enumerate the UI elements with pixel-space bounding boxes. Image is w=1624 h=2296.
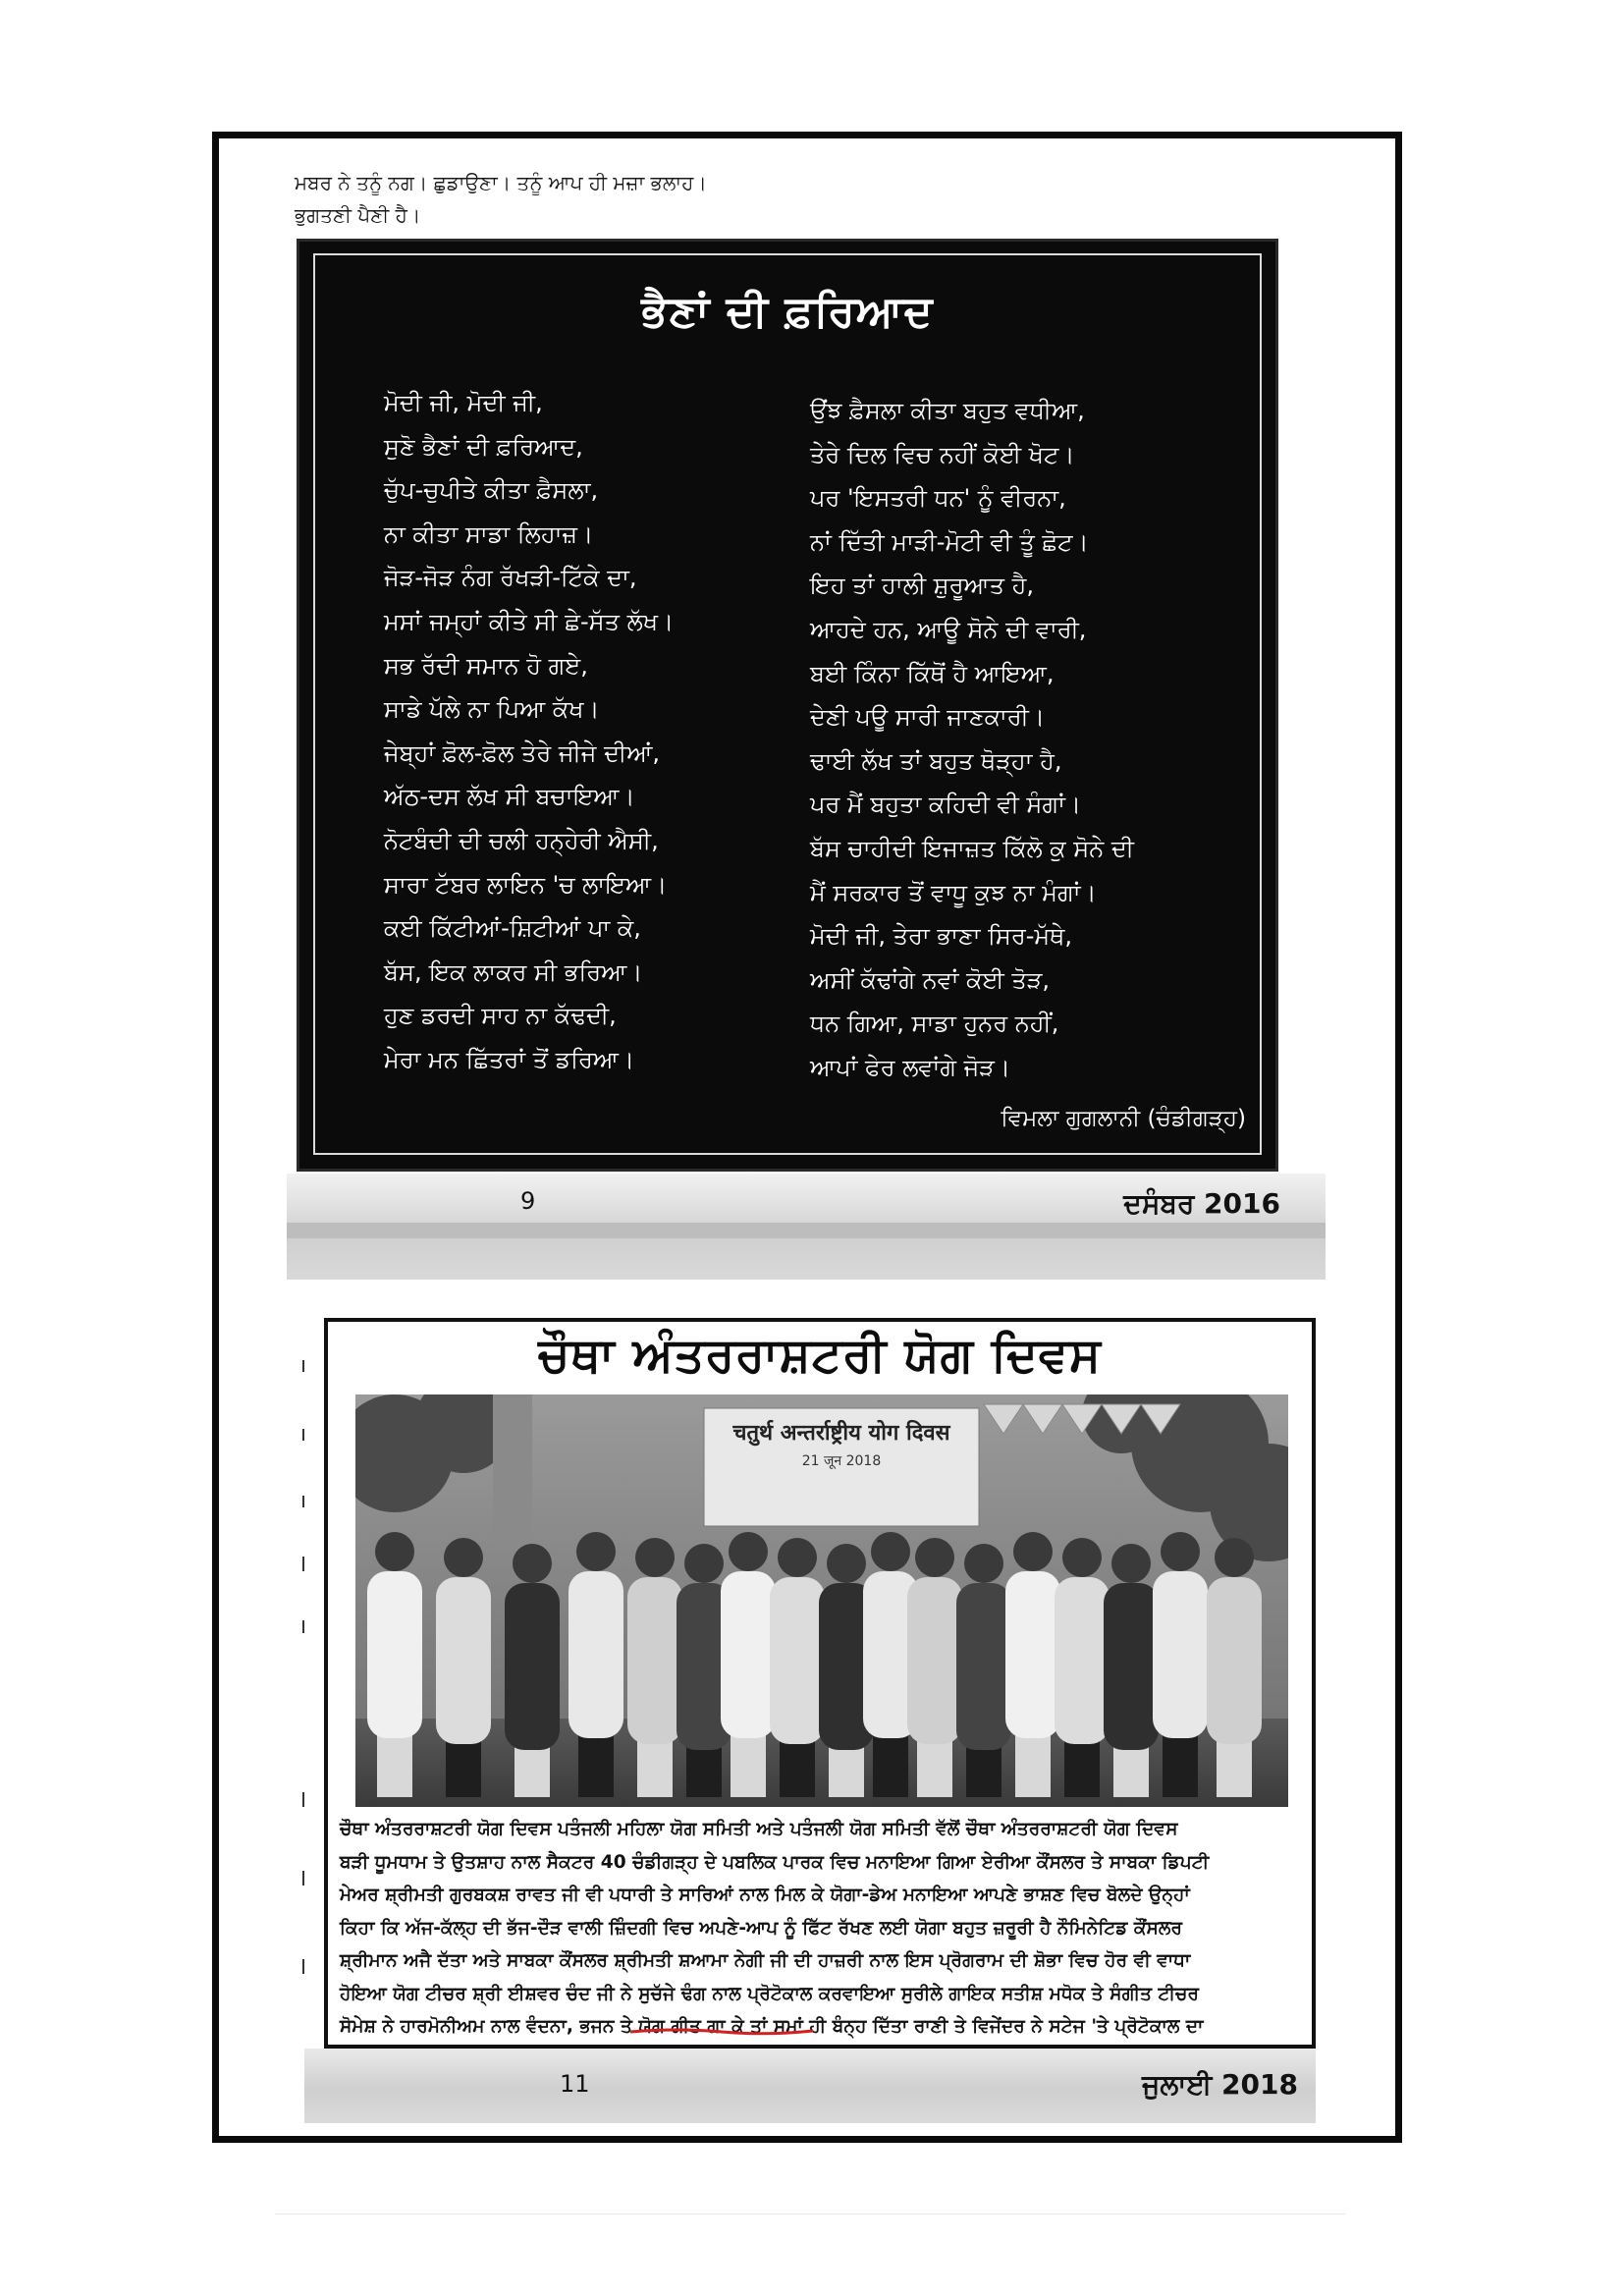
poem-left-column (384, 381, 796, 1082)
event-group-photo (355, 1394, 1288, 1807)
person-figure (907, 1577, 962, 1744)
clipping-title: ਚੌਥਾ ਅੰਤਰਰਾਸ਼ਟਰੀ ਯੋਗ ਦਿਵਸ (538, 1328, 1102, 1383)
poem-line: ਬੱਸ, ਇਕ ਲਾਕਰ ਸੀ ਭਰਿਆ। (384, 957, 643, 986)
person-head (871, 1532, 910, 1571)
person-figure (956, 1583, 1011, 1750)
person-legs (873, 1728, 908, 1797)
person-figure (1055, 1577, 1110, 1744)
person-head (964, 1544, 1003, 1583)
person-head (1111, 1544, 1151, 1583)
article-line: ਹੋਇਆ ਯੋਗ ਟੀਚਰ ਸ਼੍ਰੀ ਈਸ਼ਵਰ ਚੰਦ ਜੀ ਨੇ ਸੁਚੱਜੇ ਢੰਗ ਨਾਲ ਪ੍ਰੋਟੋਕਾਲ ਕਰਵਾਇਆ ਸੁਰੀਲੇ ਗਾਇਕ ਸਤੀਸ਼ ਮਧੋਕ ਤੇ ਸੰਗੀਤ ਟੀਚਰ (340, 1983, 1200, 2004)
banner-title: चतुर्थ अन्तर्राष्ट्रीय योग दिवस (732, 1421, 950, 1446)
poem-line: ਸੁਣੋ ਭੈਣਾਂ ਦੀ ਫ਼ਰਿਆਦ, (384, 432, 583, 461)
person-head (684, 1544, 724, 1583)
poem-line: ਕਈ ਕਿੱਟੀਆਂ-ਸ਼ਿਟੀਆਂ ਪਾ ਕੇ, (384, 914, 641, 943)
poem-line: ਇਹ ਤਾਂ ਹਾਲੀ ਸ਼ੁਰੂਆਤ ਹੈ, (810, 572, 1035, 600)
person-figure (1207, 1577, 1262, 1744)
poem-author: ਵਿਮਲਾ ਗੁਗਲਾਨੀ (ਚੰਡੀਗੜ੍ਹ) (1001, 1106, 1246, 1131)
poem-line: ਸਾਡੇ ਪੱਲੇ ਨਾ ਪਿਆ ਕੱਖ। (384, 695, 600, 724)
intro-line: ਮਬਰ ਨੇ ਤਨੂੰ ਨਗ। ਛੁਡਾਉਣਾ। ਤਨੂੰ ਆਪ ਹੀ ਮਜ਼ਾ ਭਲਾਹ। (295, 171, 707, 194)
poem-line: ਜੇਬ੍ਹਾਂ ਫ਼ੋਲ-ਫ਼ੋਲ ਤੇਰੇ ਜੀਜੇ ਦੀਆਂ, (384, 738, 661, 767)
article-line: ਸੋਮੇਸ਼ ਨੇ ਹਾਰਮੋਨੀਅਮ ਨਾਲ ਵੰਦਨਾ, ਭਜਨ ਤੇ ਯੋਗ ਗੀਤ ਗਾ ਕੇ ਤਾਂ ਸਮਾਂ ਹੀ ਬੰਨ੍ਹ ਦਿੱਤਾ ਰਾਣੀ ਤੇ ਵਿਜੇਂਦਰ ਨੇ ਸਟੇਜ 'ਤੇ ਪ੍ਰੋਟੋਕਾਲ ਦਾ (340, 2016, 1204, 2037)
person-head (1215, 1538, 1254, 1577)
intro-text (295, 167, 884, 232)
person-head (1161, 1532, 1200, 1571)
poem-line: ਪਰ 'ਇਸਤਰੀ ਧਨ' ਨੂੰ ਵੀਰਨਾ, (810, 484, 1066, 513)
person-figure (1005, 1571, 1060, 1738)
person-legs (578, 1728, 614, 1797)
poem-line: ਸਾਰਾ ਟੱਬਰ ਲਾਇਨ 'ਚ ਲਾਇਆ। (384, 870, 668, 899)
poem-line: ਮਸਾਂ ਜਮ੍ਹਾਂ ਕੀਤੇ ਸੀ ਛੇ-ਸੱਤ ਲੱਖ। (384, 607, 675, 635)
person-figure (367, 1571, 422, 1738)
poem-line: ਸਭ ਰੱਦੀ ਸਮਾਨ ਹੋ ਗਏ, (384, 651, 588, 680)
poem-line: ਨਾ ਕੀਤਾ ਸਾਡਾ ਲਿਹਾਜ਼। (384, 519, 594, 548)
poem-line: ਆਹਦੇ ਹਨ, ਆਊ ਸੋਨੇ ਦੀ ਵਾਰੀ, (810, 615, 1087, 643)
poem-line: ਅੱਠ-ਦਸ ਲੱਖ ਸੀ ਬਚਾਇਆ। (384, 783, 635, 811)
poem-line: ਬੱਸ ਚਾਹੀਦੀ ਇਜਾਜ਼ਤ ਕਿੱਲੋ ਕੁ ਸੋਨੇ ਦੀ (810, 834, 1135, 862)
issue-date: ਦਸੰਬਰ 2016 (1123, 1187, 1280, 1220)
scan-margin-marks (299, 1321, 309, 2028)
person-head (1013, 1532, 1053, 1571)
poem-line: ਢਾਈ ਲੱਖ ਤਾਂ ਬਹੁਤ ਥੋੜ੍ਹਾ ਹੈ, (810, 746, 1062, 775)
person-legs (1015, 1728, 1051, 1797)
page-number: 9 (520, 1187, 536, 1215)
footer-stripe (287, 1223, 1326, 1238)
poem-line: ਬਈ ਕਿੰਨਾ ਕਿੱਥੋਂ ਹੈ ਆਇਆ, (810, 659, 1055, 687)
person-head (444, 1538, 483, 1577)
article-line: ਚੌਥਾ ਅੰਤਰਰਾਸ਼ਟਰੀ ਯੋਗ ਦਿਵਸ ਪਤੰਜਲੀ ਮਹਿਲਾ ਯੋਗ ਸਮਿਤੀ ਅਤੇ ਪਤੰਜਲੀ ਯੋਗ ਸਮਿਤੀ ਵੱਲੋਂ ਚੌਥਾ ਅੰਤਰਰਾਸ਼ਟਰੀ ਯੋਗ ਦਿਵਸ (340, 1819, 1178, 1839)
poem-line: ਅਸੀਂ ਕੱਢਾਂਗੇ ਨਵਾਂ ਕੋਈ ਤੋੜ, (810, 965, 1051, 994)
article-line: ਕਿਹਾ ਕਿ ਅੱਜ-ਕੱਲ੍ਹ ਦੀ ਭੱਜ-ਦੌੜ ਵਾਲੀ ਜ਼ਿੰਦਗੀ ਵਿਚ ਅਪਣੇ-ਆਪ ਨੂੰ ਫਿੱਟ ਰੱਖਣ ਲਈ ਯੋਗਾ ਬਹੁਤ ਜ਼ਰੂਰੀ ਹੈ ਨੌਮਿਨੇਟਿਡ ਕੌਂਸਲਰ (340, 1917, 1183, 1939)
person-head (729, 1532, 768, 1571)
poem-line: ਆਪਾਂ ਫੇਰ ਲਵਾਂਗੇ ਜੋੜ। (810, 1053, 1011, 1081)
person-head (375, 1532, 414, 1571)
person-figure (505, 1583, 560, 1750)
person-head (915, 1538, 954, 1577)
banner-date: 21 जून 2018 (801, 1453, 882, 1469)
intro-line: ਭੁਗਤਣੀ ਪੈਣੀ ਹੈ। (295, 203, 421, 227)
person-figure (721, 1571, 776, 1738)
news-clipping (324, 1318, 1316, 2049)
page-number: 11 (560, 2070, 590, 2098)
poem-panel (297, 239, 1278, 1172)
person-figure (1153, 1571, 1208, 1738)
poem-line: ਨਾਂ ਦਿੱਤੀ ਮਾੜੀ-ਮੋਟੀ ਵੀ ਤੂੰ ਛੋਟ। (810, 527, 1089, 556)
poem-line: ਦੇਣੀ ਪਊ ਸਾਰੀ ਜਾਣਕਾਰੀ। (810, 703, 1046, 732)
person-figure (627, 1577, 682, 1744)
person-head (513, 1544, 552, 1583)
poem-line: ਮੋਦੀ ਜੀ, ਤੇਰਾ ਭਾਣਾ ਸਿਰ-ਮੱਥੇ, (810, 922, 1073, 951)
poem-line: ਮੈਂ ਸਰਕਾਰ ਤੋਂ ਵਾਧੂ ਕੁਝ ਨਾ ਮੰਗਾਂ। (810, 878, 1097, 906)
person-figure (436, 1577, 491, 1744)
page1-footer (287, 1174, 1326, 1280)
poem-line: ਚੁੱਪ-ਚੁਪੀਤੇ ਕੀਤਾ ਫ਼ੈਸਲਾ, (384, 476, 599, 505)
poem-line: ਤੇਰੇ ਦਿਲ ਵਿਚ ਨਹੀਂ ਕੋਈ ਖੋਟ। (810, 440, 1075, 468)
page2-footer (304, 2049, 1316, 2123)
person-legs (1163, 1728, 1198, 1797)
poem-title: ਭੈਣਾਂ ਦੀ ਫ਼ਰਿਆਦ (641, 287, 934, 337)
article-line: ਸ਼੍ਰੀਮਾਨ ਅਜੈ ਦੱਤਾ ਅਤੇ ਸਾਬਕਾ ਕੌਂਸਲਰ ਸ਼੍ਰੀਮਤੀ ਸ਼ਆਮਾ ਨੇਗੀ ਜੀ ਦੀ ਹਾਜ਼ਰੀ ਨਾਲ ਇਸ ਪ੍ਰੋਗਰਾਮ ਦੀ ਸ਼ੋਭਾ ਵਿਚ ਹੋਰ ਵੀ ਵਾਧਾ (340, 1950, 1191, 1971)
article-line: ਬੜੀ ਧੂਮਧਾਮ ਤੇ ਉਤਸ਼ਾਹ ਨਾਲ ਸੈਕਟਰ 40 ਚੰਡੀਗੜ੍ਹ ਦੇ ਪਬਲਿਕ ਪਾਰਕ ਵਿਚ ਮਨਾਇਆ ਗਿਆ ਏਰੀਆ ਕੌਂਸਲਰ ਤੇ ਸਾਬਕਾ ਡਿਪਟੀ (340, 1851, 1210, 1873)
poem-line: ਜੋੜ-ਜੋੜ ਨੰਗ ਰੱਖੜੀ-ਟਿੱਕੇ ਦਾ, (384, 564, 637, 592)
poem-line: ਮੇਰਾ ਮਨ ਛਿੱਤਰਾਂ ਤੋਂ ਡਰਿਆ। (384, 1045, 635, 1073)
clipping-article-text (340, 1813, 1304, 2076)
poem-right-column (810, 389, 1242, 1090)
person-legs (377, 1728, 412, 1797)
poem-line: ਹੁਣ ਡਰਦੀ ਸਾਹ ਨਾ ਕੱਢਦੀ, (384, 1002, 617, 1030)
poem-line: ਮੋਦੀ ਜੀ, ਮੋਦੀ ਜੀ, (384, 389, 543, 416)
poem-line: ਨੋਟਬੰਦੀ ਦੀ ਚਲੀ ਹਨ੍ਹੇਰੀ ਐਸੀ, (384, 826, 659, 854)
person-head (635, 1538, 675, 1577)
person-head (827, 1544, 866, 1583)
person-figure (1104, 1583, 1159, 1750)
person-head (1062, 1538, 1102, 1577)
highlight-underline (628, 2026, 815, 2036)
article-line: ਮੇਅਰ ਸ਼੍ਰੀਮਤੀ ਗੁਰਬਕਸ਼ ਰਾਵਤ ਜੀ ਵੀ ਪਧਾਰੀ ਤੇ ਸਾਰਿਆਂ ਨਾਲ ਮਿਲ ਕੇ ਯੋਗਾ-ਡੇਅ ਮਨਾਇਆ ਆਪਣੇ ਭਾਸ਼ਣ ਵਿਚ ਬੋਲਦੇ ਉਨ੍ਹਾਂ (340, 1885, 1190, 1905)
poem-line: ਉਂਝ ਫ਼ੈਸਲਾ ਕੀਤਾ ਬਹੁਤ ਵਧੀਆ, (810, 397, 1085, 424)
person-legs (731, 1728, 766, 1797)
person-head (576, 1532, 616, 1571)
person-head (778, 1538, 817, 1577)
poem-line: ਧਨ ਗਿਆ, ਸਾਡਾ ਹੁਨਰ ਨਹੀਂ, (810, 1010, 1059, 1038)
poem-line: ਪਰ ਮੈਂ ਬਹੁਤਾ ਕਹਿਦੀ ਵੀ ਸੰਗਾਂ। (810, 791, 1082, 819)
person-figure (568, 1571, 623, 1738)
issue-date: ਜੁਲਾਈ 2018 (1142, 2068, 1298, 2101)
person-figure (770, 1577, 825, 1744)
